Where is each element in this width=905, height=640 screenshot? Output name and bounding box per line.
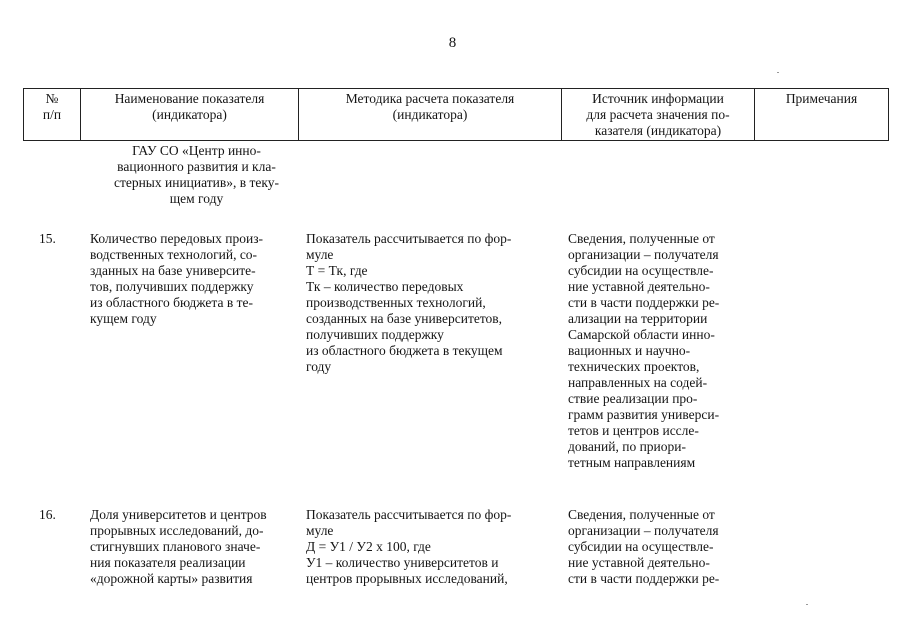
header-cell-number: [24, 89, 81, 141]
row-15-number: 15.: [39, 231, 56, 246]
row-15-name: Количество передовых произ- водственных технологий, со- зданных на базе университе- тов, получивших поддержку из областного бюджета в те- кущем году: [90, 231, 264, 326]
scan-speck: [806, 604, 808, 605]
page-number: 8: [448, 35, 457, 51]
scan-speck: [777, 72, 779, 73]
header-method-label: Методика расчета показателя (индикатора): [345, 91, 515, 122]
header-cell-method: [299, 89, 562, 141]
table-header: [23, 88, 889, 141]
header-cell-source: [562, 89, 755, 141]
row-15-source: Сведения, полученные от организации – получателя субсидии на осуществле- ние уставной деятельно- сти в части поддержки ре- ализации на территории Самарской области инно- вационных и научно- технических проектов, направленных на содей- ствие реализации про- грамм развития универси- тетов и центров иссле- дований, по приори- тетным направлениям: [568, 231, 720, 470]
row-16-name: Доля университетов и центров прорывных исследований, до- стигнувших планового значе- ния показателя реализации «дорожной карты» развития: [90, 507, 267, 586]
header-cell-name: [81, 89, 299, 141]
header-notes-label: Примечания: [785, 91, 858, 106]
row-16-method: Показатель рассчитывается по фор- муле Д = У1 / У2 х 100, где У1 – количество университетов и центров прорывных исследований,: [306, 507, 512, 586]
row-16-number: 16.: [39, 507, 56, 522]
table-header-row: [24, 89, 889, 141]
header-name-label: Наименование показателя (индикатора): [114, 91, 265, 122]
row-15-method: Показатель рассчитывается по фор- муле Т = Тк, где Тк – количество передовых производственных технологий, созданных на базе университетов, получивших поддержку из областного бюджета в текущем году: [306, 231, 512, 374]
header-source-label: Источник информации для расчета значения по- казателя (индикатора): [586, 91, 730, 138]
header-number-label: № п/п: [42, 91, 62, 122]
continuation-name-text: ГАУ СО «Центр инно- вационного развития и кла- стерных инициатив», в теку- щем году: [113, 143, 280, 206]
header-cell-notes: [755, 89, 889, 141]
row-16-source: Сведения, полученные от организации – получателя субсидии на осуществле- ние уставной деятельно- сти в части поддержки ре-: [568, 507, 720, 586]
